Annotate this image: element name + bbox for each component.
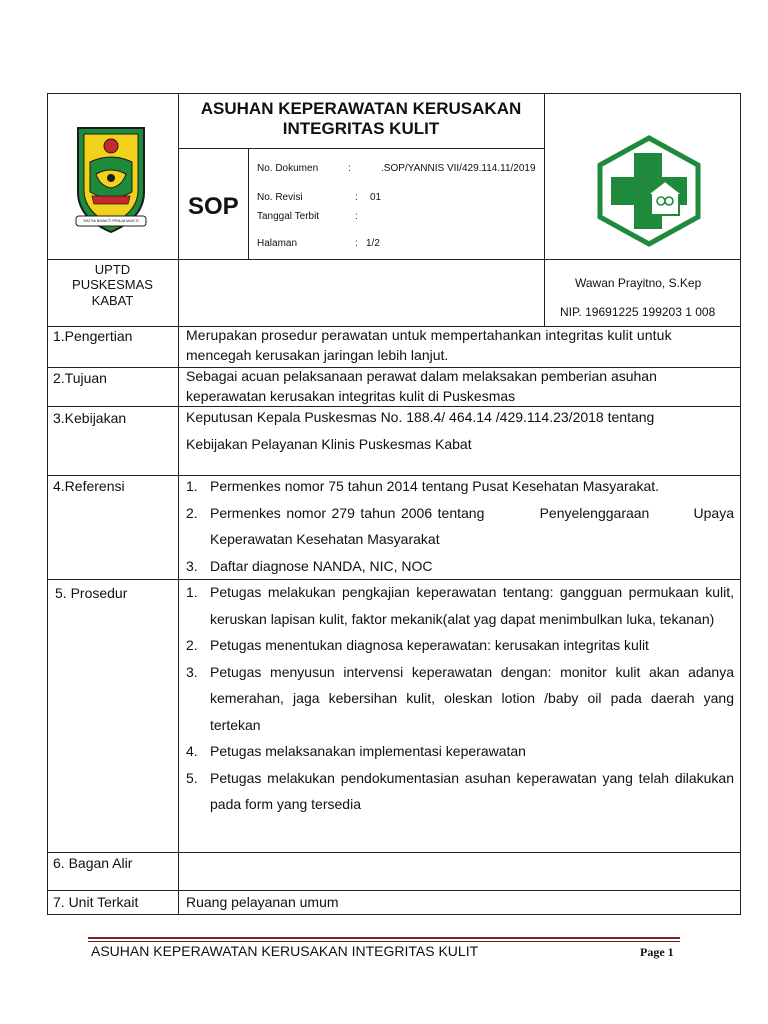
- prosedur-list: [186, 579, 734, 818]
- pengertian-line2: mencegah kerusakan jaringan lebih lanjut.: [186, 347, 449, 363]
- puskesmas-cross-icon: [595, 135, 703, 247]
- footer-rule: [88, 941, 680, 942]
- grid-line: [47, 852, 741, 853]
- halaman-value: 1/2: [366, 238, 380, 249]
- list-item-number: 3.: [186, 557, 198, 574]
- no-dokumen-label: No. Dokumen: [257, 163, 319, 174]
- list-item: [186, 765, 734, 818]
- list-item-text: Petugas menentukan diagnosa keperawatan: kerusakan integritas kulit: [210, 637, 649, 653]
- grid-line: [178, 148, 544, 149]
- document-title-line1: ASUHAN KEPERAWATAN KERUSAKAN: [200, 99, 522, 118]
- footer-title: ASUHAN KEPERAWATAN KERUSAKAN INTEGRITAS KULIT: [91, 943, 479, 959]
- list-item-text: Petugas melaksanakan implementasi keperawatan: [210, 743, 526, 759]
- emblem-motto: SATYA BHAKTI PRAJA MUKTI: [83, 218, 139, 223]
- list-item: [186, 553, 734, 580]
- tanggal-terbit-sep: :: [355, 211, 358, 222]
- pengertian-label: 1.Pengertian: [53, 328, 133, 344]
- list-item-number: 4.: [186, 743, 198, 759]
- bagan-alir-label: 6. Bagan Alir: [53, 855, 133, 871]
- sop-label: SOP: [188, 193, 239, 220]
- signer-name: Wawan Prayitno, S.Kep: [575, 276, 702, 290]
- no-revisi-label: No. Revisi: [257, 192, 303, 203]
- list-item: [186, 579, 734, 632]
- kebijakan-line2: Kebijakan Pelayanan Klinis Puskesmas Kabat: [186, 436, 472, 452]
- halaman-sep: :: [355, 238, 358, 249]
- tujuan-line2: keperawatan kerusakan integritas kulit di Puskesmas: [186, 388, 516, 404]
- grid-line: [248, 148, 249, 260]
- grid-line: [178, 93, 179, 915]
- org-line-uptd: UPTD: [94, 262, 131, 277]
- org-line-puskesmas: PUSKESMAS: [72, 277, 153, 292]
- no-dokumen-sep: :: [348, 163, 351, 174]
- pengertian-line1: Merupakan prosedur perawatan untuk mempertahankan integritas kulit untuk: [186, 327, 672, 343]
- list-item-text: Permenkes nomor 279 tahun 2006 tentang Penyelenggaraan Upaya Keperawatan Kesehatan Masyarakat: [210, 504, 738, 547]
- kebijakan-label: 3.Kebijakan: [53, 410, 127, 426]
- kebijakan-line1: Keputusan Kepala Puskesmas No. 188.4/ 464.14 /429.114.23/2018 tentang: [186, 409, 655, 425]
- list-item-text: Petugas melakukan pengkajian keperawatan tentang: gangguan permukaan kulit, keruskan lapisan kulit, faktor mekanik(alat yag dapat menimbulkan luka, tekanan): [210, 584, 734, 627]
- referensi-label: 4.Referensi: [53, 478, 125, 494]
- tanggal-terbit-label: Tanggal Terbit: [257, 211, 320, 222]
- list-item: [186, 659, 734, 739]
- no-dokumen-value: .SOP/YANNIS VII/429.114.11/2019: [381, 163, 536, 174]
- unit-terkait-label: 7. Unit Terkait: [53, 894, 139, 910]
- footer-page-number: Page 1: [640, 945, 674, 959]
- prosedur-label: 5. Prosedur: [55, 585, 128, 601]
- list-item: [186, 738, 734, 765]
- grid-line: [47, 259, 741, 260]
- no-revisi-sep: :: [355, 192, 358, 203]
- list-item-number: 2.: [186, 637, 198, 653]
- halaman-label: Halaman: [257, 238, 298, 249]
- grid-line: [47, 890, 741, 891]
- list-item: [186, 632, 734, 659]
- grid-line: [544, 93, 545, 326]
- list-item-number: 3.: [186, 663, 198, 680]
- list-item: [186, 473, 734, 500]
- list-item-text: Permenkes nomor 75 tahun 2014 tentang Pusat Kesehatan Masyarakat.: [210, 478, 660, 494]
- tujuan-label: 2.Tujuan: [53, 370, 107, 386]
- list-item-text: Petugas menyusun intervensi keperawatan dengan: monitor kulit akan adanya kemerahan, jaga kebersihan kulit, oleskan lotion /baby oil pada daerah yang tertekan: [210, 663, 734, 733]
- list-item: [186, 500, 738, 553]
- org-line-kabat: KABAT: [91, 293, 134, 308]
- no-revisi-value: 01: [370, 192, 382, 203]
- list-item-number: 2.: [186, 504, 198, 521]
- list-item-number: 5.: [186, 769, 198, 786]
- document-title-line2: INTEGRITAS KULIT: [282, 119, 440, 138]
- tujuan-line1: Sebagai acuan pelaksanaan perawat dalam melaksakan pemberian asuhan: [186, 368, 657, 384]
- signer-nip: NIP. 19691225 199203 1 008: [560, 305, 716, 319]
- list-item-number: 1.: [186, 584, 198, 600]
- list-item-text: Petugas melakukan pendokumentasian asuhan keperawatan yang telah dilakukan pada form yang tersedia: [210, 769, 734, 812]
- unit-terkait-value: Ruang pelayanan umum: [186, 894, 339, 910]
- list-item-number: 1.: [186, 478, 198, 494]
- footer-rule: [88, 937, 680, 939]
- referensi-list: [186, 473, 738, 579]
- list-item-text: Daftar diagnose NANDA, NIC, NOC: [210, 557, 433, 574]
